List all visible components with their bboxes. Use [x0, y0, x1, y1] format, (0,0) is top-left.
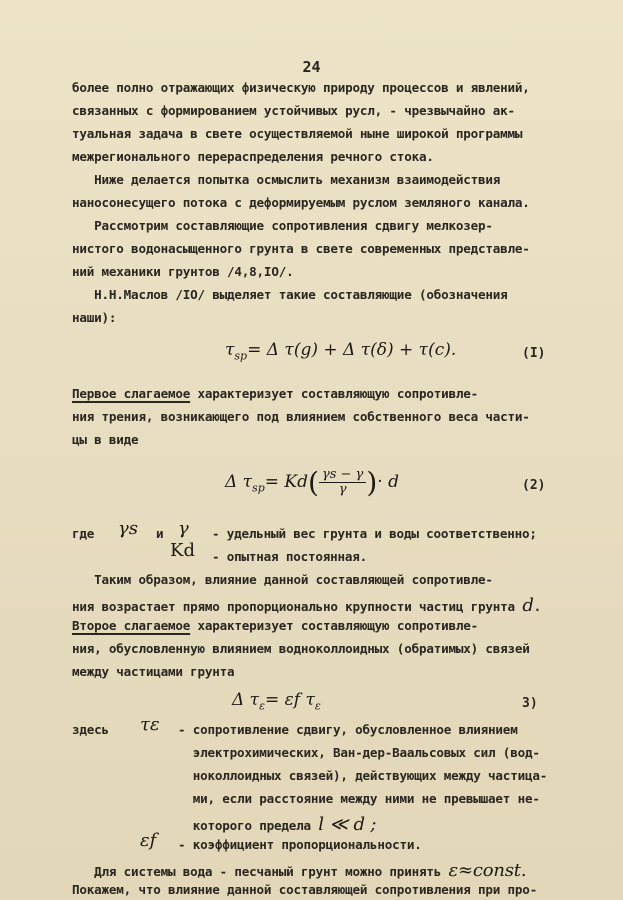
- text-line: Второе слагаемое характеризует составляющую сопротивле-: [72, 618, 479, 633]
- text-line: ния возрастает прямо пропорционально крупности частиц грунта d.: [72, 595, 542, 616]
- equation-3-number: 3): [522, 696, 538, 711]
- text-line: межрегионального перераспределения речного стока.: [72, 149, 434, 164]
- text-line: - удельный вес грунта и воды соответственно;: [212, 526, 537, 541]
- page-number: 24: [302, 58, 321, 76]
- text-line: ния трения, возникающего под влиянием собственного веса части-: [72, 409, 530, 424]
- text-line: электрохимических, Ван-дер-Ваальсовых сил (вод-: [178, 745, 540, 760]
- text-line: наносонесущего потока с деформируемым руслом земляного канала.: [72, 195, 530, 210]
- text-line: между частицами грунта: [72, 664, 235, 679]
- text-line: здесь: [72, 722, 109, 737]
- symbol-gamma: γ: [178, 518, 189, 539]
- text-line: Ниже делается попытка осмыслить механизм взаимодействия: [72, 172, 501, 187]
- equation-3: Δ $\tau_\varepsilon= \varepsilon f$ $\tau_\varepsilon$: [232, 690, 321, 713]
- const-note: ε≈const.: [448, 860, 527, 881]
- text-line: Покажем, что влияние данной составляющей сопротивления при про-: [72, 882, 538, 897]
- symbol-kd: Kd: [170, 540, 195, 561]
- equation-1-number: (I): [522, 346, 546, 361]
- text-line: - коэффициент пропорциональности.: [178, 837, 422, 852]
- text-line: Рассмотрим составляющие сопротивления сдвигу мелкозер-: [72, 218, 493, 233]
- limit-expression: l ≪ d ;: [318, 814, 377, 835]
- text-line: наши):: [72, 310, 117, 325]
- symbol-ef: εf: [140, 830, 157, 851]
- text-line: цы в виде: [72, 432, 139, 447]
- text-line: туальная задача в свете осуществляемой ныне широкой программы: [72, 126, 523, 141]
- text-line: ний механики грунтов /4,8,IO/.: [72, 264, 294, 279]
- text-line: Таким образом, влияние данной составляющей сопротивле-: [72, 572, 493, 587]
- text-line: Н.Н.Маслов /IO/ выделяет такие составляющие (обозначения: [72, 287, 508, 302]
- first-term-label: Первое слагаемое: [72, 386, 191, 401]
- text-line: ноколлоидных связей), действующих между частица-: [178, 768, 548, 783]
- second-term-label: Второе слагаемое: [72, 618, 191, 633]
- symbol-d: d: [522, 595, 534, 616]
- text-line: которого предела l ≪ d ;: [178, 814, 377, 835]
- text-line: связанных с формированием устойчивых русл, - чрезвычайно ак-: [72, 103, 515, 118]
- equation-1: $\tau_{sp}= \Delta$ τ(g) + Δ τ(δ) + τ(c).: [225, 340, 457, 363]
- symbol-gamma-s: γs: [118, 518, 138, 539]
- symbol-tau-e: τε: [140, 714, 160, 735]
- text-line: - опытная постоянная.: [212, 549, 368, 564]
- equation-2-number: (2): [522, 478, 546, 493]
- text-line: нистого водонасыщенного грунта в свете современных представле-: [72, 241, 530, 256]
- text-line: - сопротивление сдвигу, обусловленное влиянием: [178, 722, 518, 737]
- text-line: где: [72, 526, 95, 541]
- text-line: и: [156, 526, 164, 541]
- text-line: ния, обусловленную влиянием водноколлоидных (обратимых) связей: [72, 641, 530, 656]
- equation-2: Δ $\tau_{sp}= Kd$( $\frac{\gamma s - \gamma}{\gamma}$ )· d: [225, 466, 399, 499]
- text-line: более полно отражающих физическую природу процессов и явлений,: [72, 80, 530, 95]
- text-line: Для системы вода - песчаный грунт можно принять ε≈const.: [72, 860, 527, 881]
- text-line: ми, если расстояние между ними не превышает не-: [178, 791, 540, 806]
- text-line: Первое слагаемое характеризует составляющую сопротивле-: [72, 386, 479, 401]
